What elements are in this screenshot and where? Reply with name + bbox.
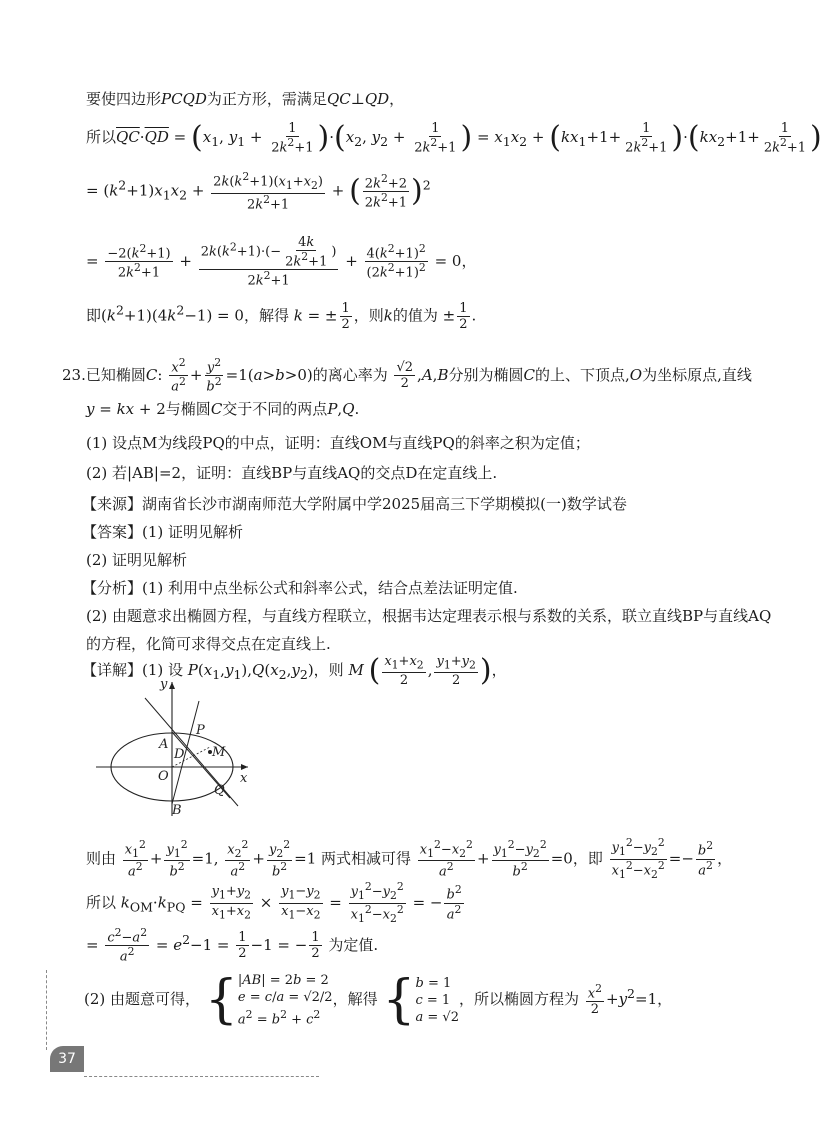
label-y: y <box>160 677 168 692</box>
prev-line-5: 即$(k^2+1)(4k^2-1) = 0$，解得 k = ± $\frac{1}{2}$ ，则k的值为 ± $\frac{1}{2}$ . <box>86 301 477 332</box>
page-number: 37 <box>50 1046 84 1072</box>
source-line: 【来源】湖南省长沙市湖南师范大学附属中学2025届高三下学期模拟(一)数学试卷 <box>82 495 627 513</box>
label-b: B <box>172 803 182 818</box>
prev-line-1: 要使四边形PCQD为正方形，需满足QC⊥QD， <box>86 90 405 108</box>
label-a: A <box>159 737 169 752</box>
label-q: Q <box>214 783 225 798</box>
analysis-head: 【分析】(1) 利用中点坐标公式和斜率公式，结合点差法证明定值. <box>82 579 518 597</box>
detail-line-2: 所以 $k_{OM}\cdot k_{PQ}$ = $\frac{y_1+y_2}{x_1+x_2}$ × $\frac{y_1-y_2}{x_1-x_2}$ = $\frac{y_1^2-y_2^2}{x_1^2-x_2^2}$ = − $\frac{b^2}{a^2}$ <box>86 880 462 925</box>
question-number: 23. <box>62 365 86 384</box>
x-axis-arrow <box>241 764 248 770</box>
analysis-part2a: (2) 由题意求出椭圆方程，与直线方程联立，根据韦达定理表示根与系数的关系，联立直线BP与直线AQ <box>86 607 772 625</box>
question-23-part1: (1) 设点M为线段PQ的中点，证明：直线OM与直线PQ的斜率之积为定值； <box>86 434 590 452</box>
page-dash-horizontal <box>84 1076 319 1077</box>
analysis-part2b: 的方程，化简可求得交点在定直线上. <box>86 635 331 653</box>
answer-part2: (2) 证明见解析 <box>86 551 188 569</box>
y-axis-arrow <box>169 682 175 689</box>
label-o: O <box>158 769 169 784</box>
detail-line-3: = $\frac{c^2-a^2}{a^2}$ = $e^2-1$ = $\frac{1}{2}$ −1 = − $\frac{1}{2}$ 为定值. <box>86 926 379 965</box>
ellipse-figure <box>92 676 262 826</box>
detail-line-1: 则由 $\frac{x_1^2}{a^2}$ + $\frac{y_1^2}{b^2}$ =1, $\frac{x_2^2}{a^2}$ + $\frac{y_2^2}{b^2}$ =1 两式相减可得 $\frac{x_1^2-x_2^2}{a^2}$ + $\frac{y_1^2-y_2^2}{b^2}$ =0，即 $\frac{y_1^2-y_2^2}{x_1^2-x_2^2}$ =− $\frac{b^2}{a^2}$ ， <box>86 836 733 881</box>
prev-line-3: = $(k^2+1)x_1x_2$ + $\frac{2k(k^2+1)(x_1+x_2)}{2k^2+1}$ + ( $\frac{2k^2+2}{2k^2+1}$ )$^2$ <box>86 170 431 213</box>
detail-line-4: (2) 由题意可得， { |AB| = 2b = 2 e = c/a = √2/2 $a^2 = b^2 + c^2$ ，解得 { b = 1 c = 1 a = √2 ，所以椭圆方程为 $\frac{x^2}{2}$ $+y^2=1$， <box>84 970 673 1031</box>
question-23-stem: 23.已知椭圆C: $\frac{x^2}{a^2}$ + $\frac{y^2}{b^2}$ =1(a>b>0)的离心率为 $\frac{√2}{2}$ ,A,B分别为椭圆C的上、下顶点,O为坐标原点,直线 <box>62 356 752 395</box>
label-d: D <box>174 747 185 762</box>
label-m: M <box>212 745 226 760</box>
detail-head: 【详解】(1) 设 $P(x_1,y_1),Q(x_2,y_2)$，则 M ( $\frac{x_1+x_2}{2}$ , $\frac{y_1+y_2}{2}$ )， <box>82 653 507 689</box>
answer-head: 【答案】(1) 证明见解析 <box>82 523 244 541</box>
prev-line-4: = $\frac{-2(k^2+1)}{2k^2+1}$ + $2k(k^2+1)\cdot(-$ $\frac{4k}{2k^2+1}$ ) $2k^2+1$ + $\frac{4(k^2+1)^2}{(2k^2+1)^2}$ = 0， <box>86 235 477 289</box>
prev-line-2: 所以$\overline{QC}\cdot\overline{QD} = (x_1$, $y_1$ + $\frac{1}{2k^2+1}$ )$\cdot(x_2$, $y_2$ + $\frac{1}{2k^2+1}$ ) = $x_1x_2 + (kx_1+1+$ $\frac{1}{2k^2+1}$ )$\cdot(kx_2+1+$ $\frac{1}{2k^2+1}$ ) <box>86 120 822 156</box>
question-23-stem-b: y = kx + 2与椭圆C交于不同的两点P,Q. <box>86 400 360 418</box>
page-dash-vertical <box>46 970 47 1050</box>
question-23-part2: (2) 若|AB|=2，证明：直线BP与直线AQ的交点D在定直线上. <box>86 464 498 482</box>
label-p: P <box>196 723 205 738</box>
label-x: x <box>240 771 248 786</box>
